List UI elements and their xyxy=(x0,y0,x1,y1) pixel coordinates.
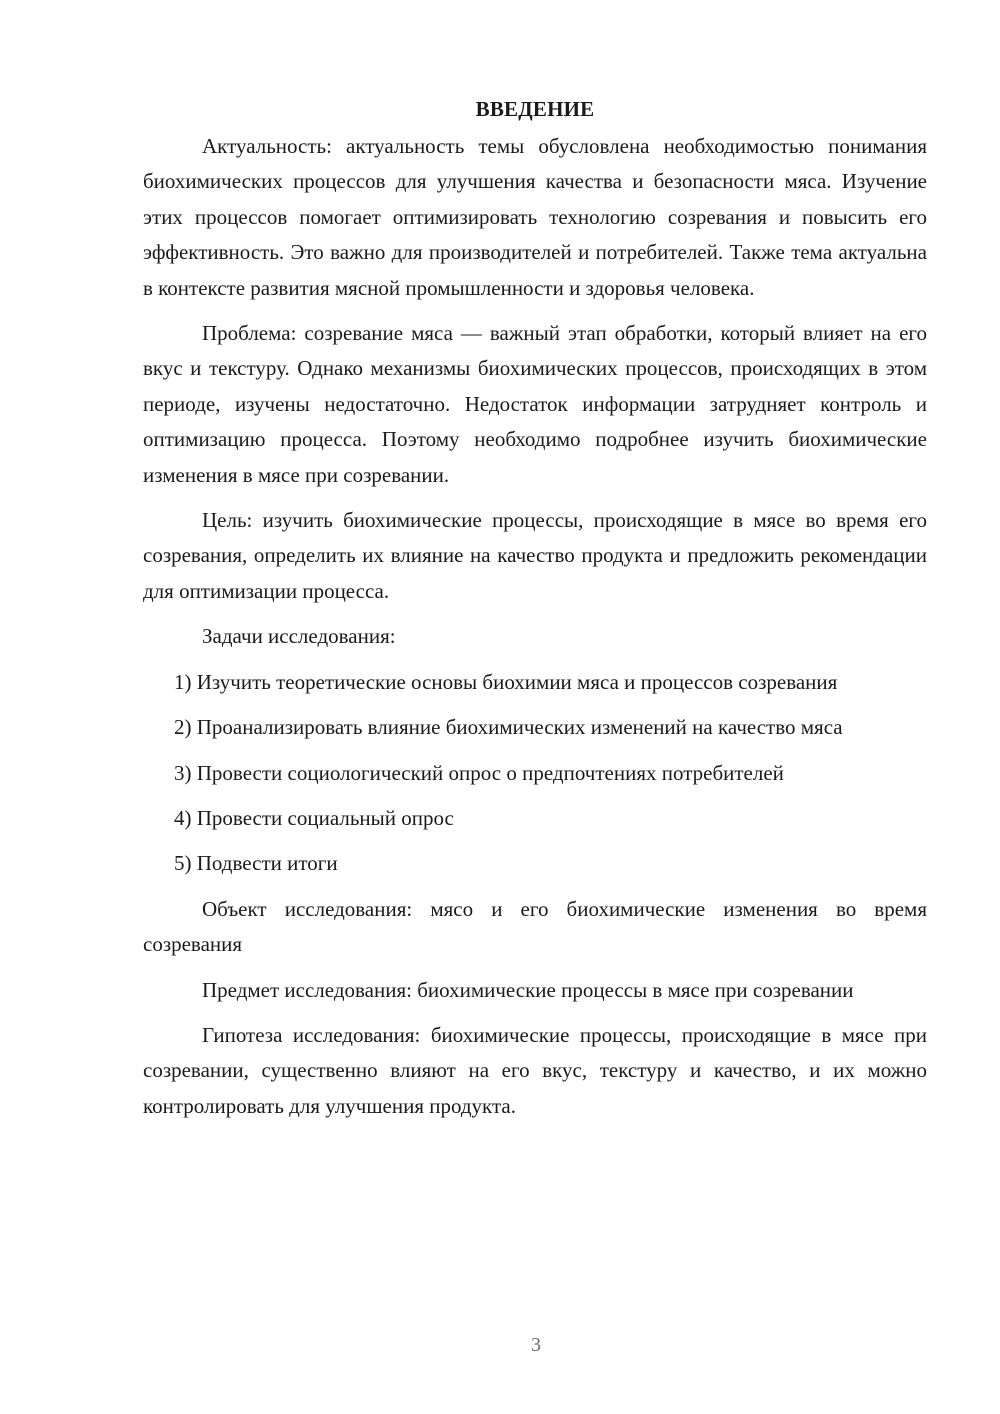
page-number: 3 xyxy=(531,1334,541,1356)
tasks-heading: Задачи исследования: xyxy=(202,624,396,649)
task-item-5: 5) Подвести итоги xyxy=(174,851,338,876)
section-title: ВВЕДЕНИЕ xyxy=(475,97,595,121)
task-item-1: 1) Изучить теоретические основы биохимии мяса и процессов созревания xyxy=(174,669,838,694)
paragraph-goal: Цель: изучить биохимические процессы, происходящие в мясе во время его созревания, определить их влияние на качество продукта и предложить рекомендации для оптимизации процесса. xyxy=(143,508,927,603)
paragraph-subject: Предмет исследования: биохимические процессы в мясе при созревании xyxy=(202,977,854,1002)
task-item-4: 4) Провести социальный опрос xyxy=(174,805,454,830)
task-item-3: 3) Провести социологический опрос о предпочтениях потребителей xyxy=(174,760,784,785)
document-page xyxy=(143,92,927,1134)
paragraph-relevance: Актуальность: актуальность темы обусловлена необходимостью понимания биохимических процессов для улучшения качества и безопасности мяса. Изучение этих процессов помогает оптимизировать технологию созревания и повысить его эффективность. Это важно для производителей и потребителей. Также тема актуальна в контексте развития мясной промышленности и здоровья человека. xyxy=(143,134,927,300)
paragraph-object: Объект исследования: мясо и его биохимические изменения во время созревания xyxy=(143,896,927,957)
paragraph-problem: Проблема: созревание мяса — важный этап обработки, который влияет на его вкус и текстуру. Однако механизмы биохимических процессов, происходящих в этом периоде, изучены недостаточно. Недостаток информации затрудняет контроль и оптимизацию процесса. Поэтому необходимо подробнее изучить биохимические изменения в мясе при созревании. xyxy=(143,321,927,487)
paragraph-hypothesis: Гипотеза исследования: биохимические процессы, происходящие в мясе при созревании, существенно влияют на его вкус, текстуру и качество, и их можно контролировать для улучшения продукта. xyxy=(143,1022,927,1118)
task-item-2: 2) Проанализировать влияние биохимических изменений на качество мяса xyxy=(174,715,843,740)
